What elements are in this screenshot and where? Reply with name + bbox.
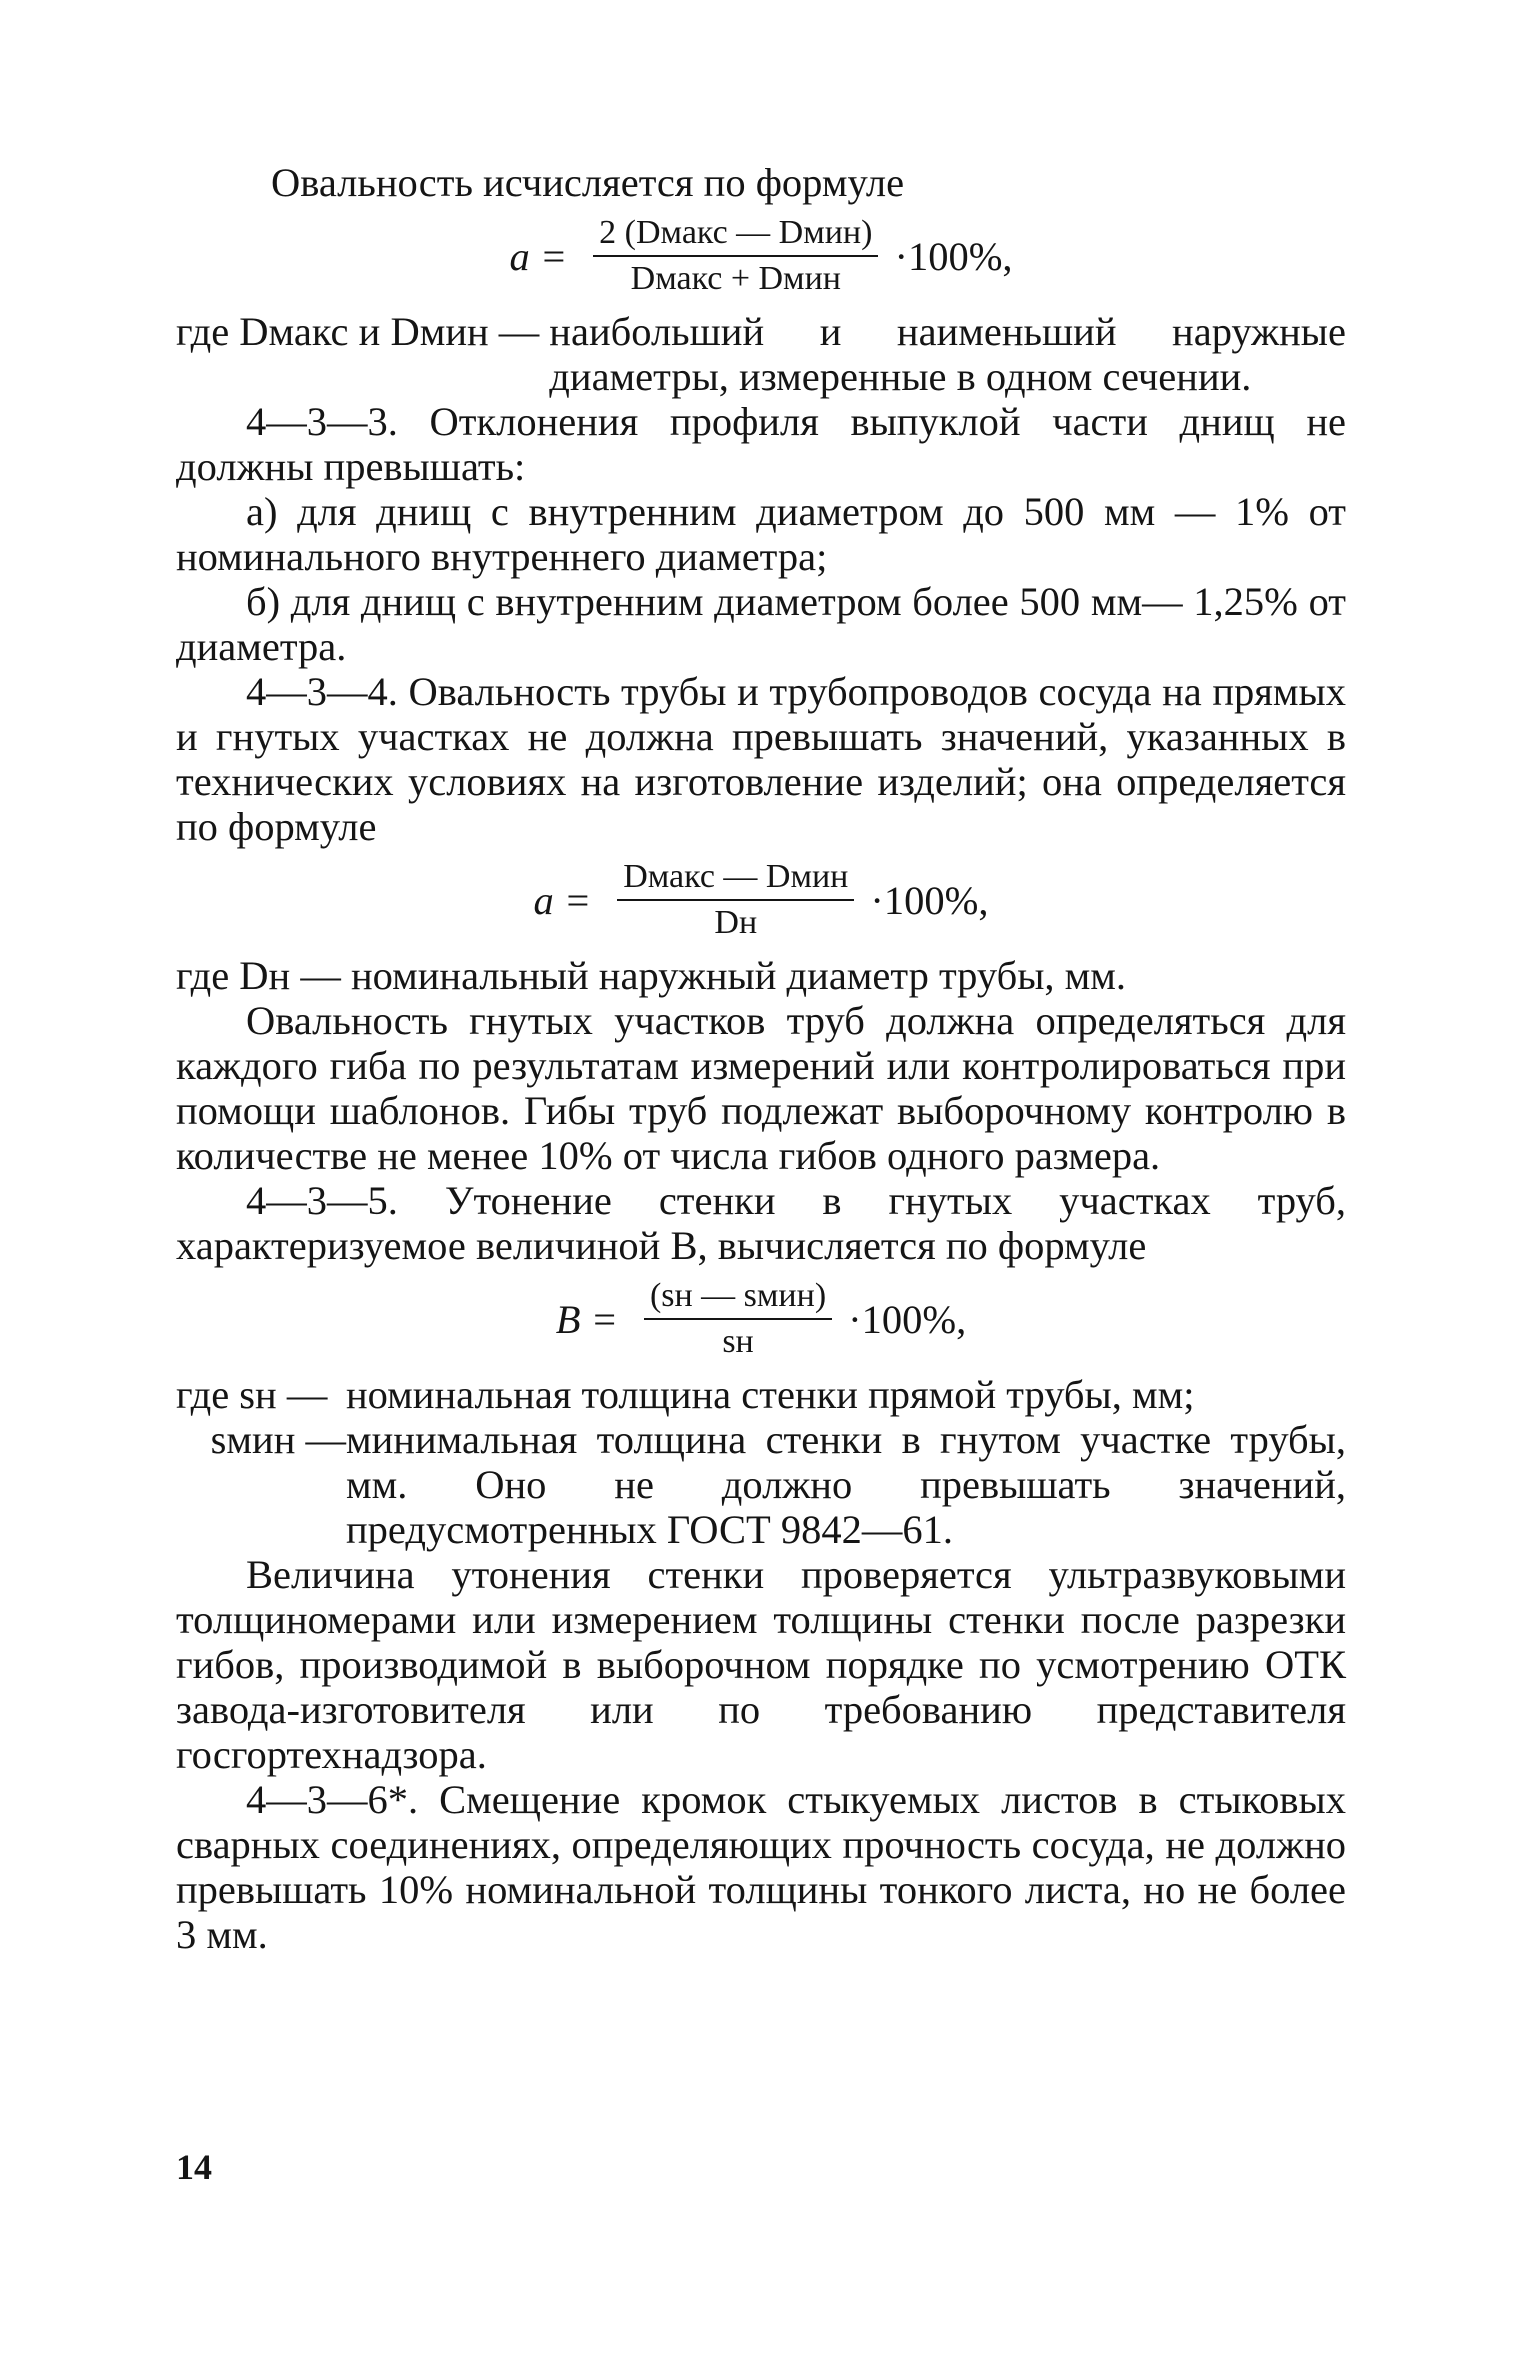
paragraph-4-3-3: 4—3—3. Отклонения профиля выпуклой части днищ не должны превышать: xyxy=(176,399,1346,489)
paragraph-ovality-intro: Овальность исчисляется по формуле xyxy=(271,160,905,205)
where-term: где sн — xyxy=(176,1372,328,1417)
formula-numerator: (sн — sмин) xyxy=(644,1276,832,1320)
paragraph-4-3-5: 4—3—5. Утонение стенки в гнутых участках труб, характеризуемое величиной B, вычисляется по формуле xyxy=(176,1178,1346,1268)
paragraph-4-3-3-b: б) для днищ с внутренним диаметром более 500 мм— 1,25% от диаметра. xyxy=(176,579,1346,669)
where-definition-nominal-diameter: где Dн — номинальный наружный диаметр трубы, мм. xyxy=(176,953,1127,998)
document-page xyxy=(176,160,1346,1957)
where-description: номинальная толщина стенки прямой трубы, мм; xyxy=(346,1372,1195,1417)
where-definition-min-thickness xyxy=(176,1417,1346,1552)
paragraph-4-3-3-a: а) для днищ с внутренним диаметром до 500 мм — 1% от номинального внутреннего диаметра; xyxy=(176,489,1346,579)
formula-tail: ·100%, xyxy=(894,233,1013,279)
where-term: sмин — xyxy=(210,1417,346,1462)
where-description: минимальная толщина стенки в гнутом участке трубы, мм. Оно не должно превышать значений, предусмотренных ГОСТ 9842—61. xyxy=(346,1417,1346,1552)
where-term: где Dмакс и Dмин — xyxy=(176,309,540,354)
where-description: наибольший и наименьший наружные диаметры, измеренные в одном сечении. xyxy=(549,309,1346,399)
formula-ovality-pipe xyxy=(176,857,1346,943)
formula-fraction xyxy=(617,857,854,943)
formula-lhs: a = xyxy=(509,233,568,279)
formula-fraction xyxy=(593,213,878,299)
formula-numerator: Dмакс — Dмин xyxy=(617,857,854,901)
formula-lhs: B = xyxy=(555,1296,618,1342)
formula-lhs: a = xyxy=(533,877,592,923)
formula-denominator: Dн xyxy=(714,904,758,941)
formula-ovality-vessel xyxy=(176,213,1346,299)
formula-wall-thinning xyxy=(176,1276,1346,1362)
formula-tail: ·100%, xyxy=(870,877,989,923)
paragraph-4-3-6: 4—3—6*. Смещение кромок стыкуемых листов в стыковых сварных соединениях, определяющих прочность сосуда, не должно превышать 10% номинальной толщины тонкого листа, но не более 3 мм. xyxy=(176,1777,1346,1957)
page-number: 14 xyxy=(176,2147,212,2187)
paragraph-ovality-bent: Овальность гнутых участков труб должна определяться для каждого гиба по результатам измерений или контролироваться при помощи шаблонов. Гибы труб подлежат выборочному контролю в количестве не менее 10% от числа гибов одного размера. xyxy=(176,998,1346,1178)
formula-denominator: Dмакс + Dмин xyxy=(630,260,841,297)
where-definition-nominal-thickness xyxy=(176,1372,1346,1417)
formula-tail: ·100%, xyxy=(848,1296,967,1342)
formula-fraction xyxy=(644,1276,832,1362)
formula-denominator: sн xyxy=(722,1323,754,1360)
paragraph-4-3-4: 4—3—4. Овальность трубы и трубопроводов сосуда на прямых и гнутых участках не должна превышать значений, указанных в технических условиях на изготовление изделий; она определяется по формуле xyxy=(176,669,1346,849)
paragraph-thinning-check: Величина утонения стенки проверяется ультразвуковыми толщиномерами или измерением толщины стенки после разрезки гибов, производимой в выборочном порядке по усмотрению ОТК завода-изготовителя или по требованию представителя госгортехнадзора. xyxy=(176,1552,1346,1777)
where-definition-diameters xyxy=(176,309,1346,399)
formula-numerator: 2 (Dмакс — Dмин) xyxy=(593,213,878,257)
